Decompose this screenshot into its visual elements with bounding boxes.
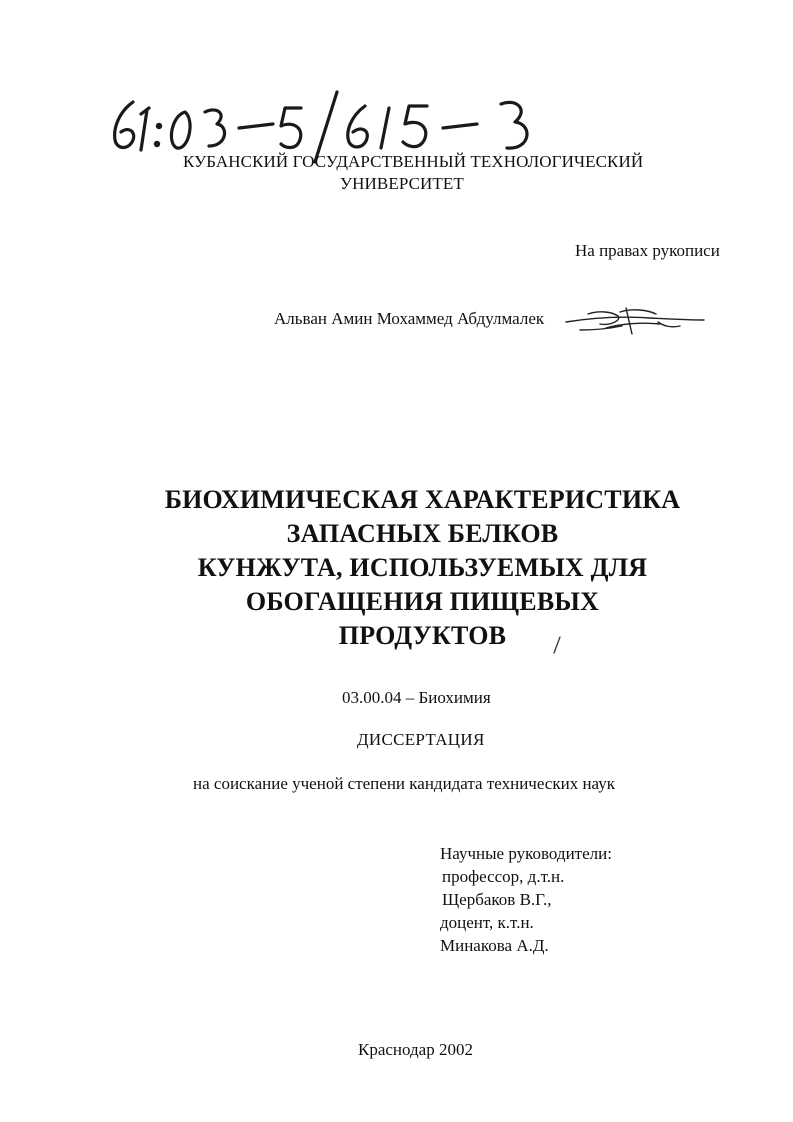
university-name-line-2: УНИВЕРСИТЕТ (340, 174, 464, 193)
specialty-code: 03.00.04 – Биохимия (342, 688, 491, 707)
supervisors-heading: Научные руководители: (440, 844, 612, 863)
title-line: ПРОДУКТОВ (338, 621, 507, 650)
dissertation-title (0, 483, 793, 653)
author-name: Альван Амин Мохаммед Абдулмалек (274, 309, 545, 328)
supervisor-1-name: Щербаков В.Г., (442, 890, 552, 909)
supervisor-2-rank: доцент, к.т.н. (440, 913, 534, 932)
title-line: КУНЖУТА, ИСПОЛЬЗУЕМЫХ ДЛЯ (197, 553, 648, 582)
title-line: ЗАПАСНЫХ БЕЛКОВ (286, 519, 559, 548)
document-type: ДИССЕРТАЦИЯ (357, 730, 485, 749)
degree-statement: на соискание ученой степени кандидата технических наук (193, 774, 616, 793)
title-line: ОБОГАЩЕНИЯ ПИЩЕВЫХ (245, 587, 600, 616)
rights-note: На правах рукописи (575, 241, 720, 260)
supervisor-2-name: Минакова А.Д. (440, 936, 549, 955)
supervisor-1-rank: профессор, д.т.н. (442, 867, 565, 886)
city-and-year: Краснодар 2002 (358, 1040, 473, 1059)
title-line: БИОХИМИЧЕСКАЯ ХАРАКТЕРИСТИКА (164, 485, 681, 514)
supervisors-block (440, 842, 612, 957)
stray-pen-mark (550, 635, 564, 655)
university-name-line-1: КУБАНСКИЙ ГОСУДАРСТВЕННЫЙ ТЕХНОЛОГИЧЕСКИЙ (183, 152, 644, 171)
author-signature (560, 300, 710, 342)
